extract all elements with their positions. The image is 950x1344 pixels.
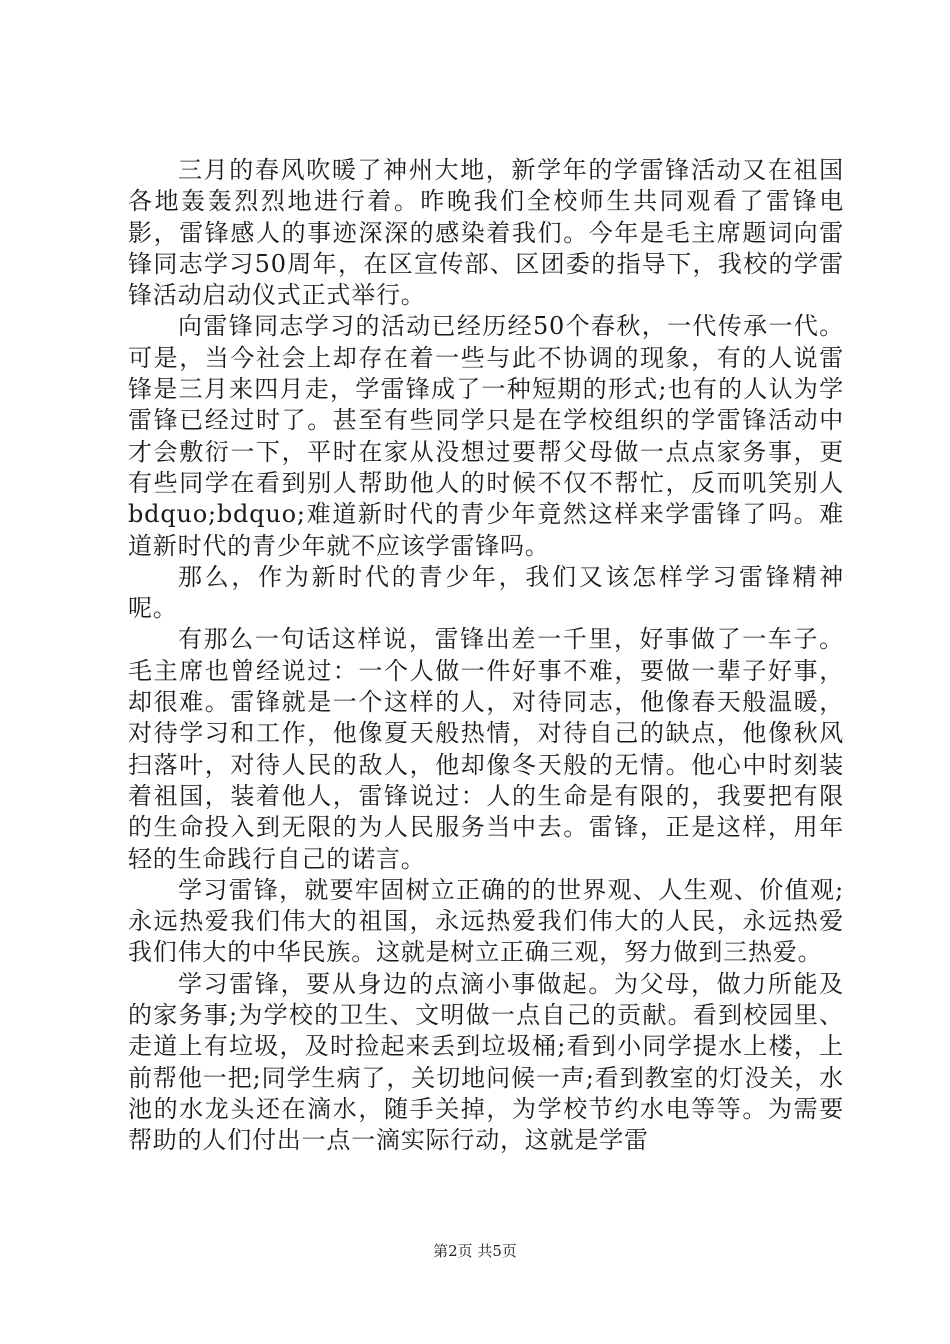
document-body [128,155,844,1157]
page-number-footer: 第2页 共5页 [433,1242,517,1260]
paragraph: 向雷锋同志学习的活动已经历经50个春秋，一代传承一代。可是，当今社会上却存在着一些与此不协调的现象，有的人说雷锋是三月来四月走，学雷锋成了一种短期的形式;也有的人认为学雷锋已经过时了。甚至有些同学只是在学校组织的学雷锋活动中才会敷衍一下，平时在家从没想过要帮父母做一点点家务事，更有些同学在看到别人帮助他人的时候不仅不帮忙，反而叽笑别人bdquo;bdquo;难道新时代的青少年竟然这样来学雷锋了吗。难道新时代的青少年就不应该学雷锋吗。 [128,312,844,560]
paragraph: 学习雷锋，就要牢固树立正确的的世界观、人生观、价值观;永远热爱我们伟大的祖国，永远热爱我们伟大的人民，永远热爱我们伟大的中华民族。这就是树立正确三观，努力做到三热爱。 [128,875,844,967]
paragraph: 那么，作为新时代的青少年，我们又该怎样学习雷锋精神呢。 [128,562,844,623]
paragraph: 三月的春风吹暖了神州大地，新学年的学雷锋活动又在祖国各地轰轰烈烈地进行着。昨晚我们全校师生共同观看了雷锋电影，雷锋感人的事迹深深的感染着我们。今年是毛主席题词向雷锋同志学习50周年，在区宣传部、区团委的指导下，我校的学雷锋活动启动仪式正式举行。 [128,156,844,310]
paragraph: 学习雷锋，要从身边的点滴小事做起。为父母，做力所能及的家务事;为学校的卫生、文明做一点自己的贡献。看到校园里、走道上有垃圾，及时捡起来丢到垃圾桶;看到小同学提水上楼，上前帮他一把;同学生病了，关切地问候一声;看到教室的灯没关，水池的水龙头还在滴水，随手关掉，为学校节约水电等等。为需要帮助的人们付出一点一滴实际行动，这就是学雷 [128,969,844,1155]
paragraph: 有那么一句话这样说，雷锋出差一千里，好事做了一车子。毛主席也曾经说过：一个人做一件好事不难，要做一辈子好事，却很难。雷锋就是一个这样的人，对待同志，他像春天般温暖，对待学习和工作，他像夏天般热情，对待自己的缺点，他像秋风扫落叶，对待人民的敌人，他却像冬天般的无情。他心中时刻装着祖国，装着他人，雷锋说过：人的生命是有限的，我要把有限的生命投入到无限的为人民服务当中去。雷锋，正是这样，用年轻的生命践行自己的诺言。 [128,625,844,873]
